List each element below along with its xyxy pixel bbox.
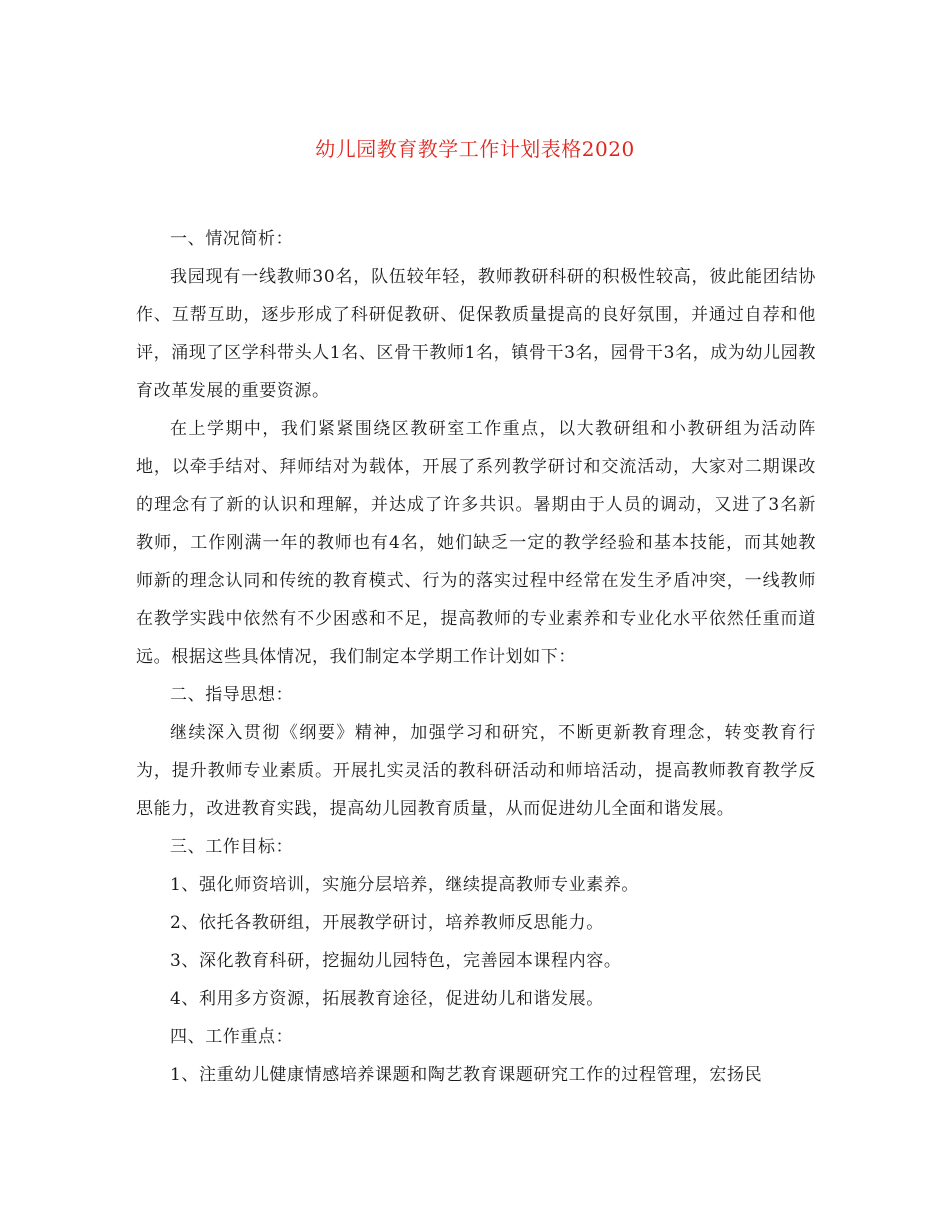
goal-item-3: 3、深化教育科研，挖掘幼儿园特色，完善园本课程内容。 (170, 951, 622, 971)
section-heading-goals: 三、工作目标： (170, 837, 294, 857)
goal-item-2: 2、依托各教研组，开展教学研讨，培养教师反思能力。 (170, 913, 604, 933)
goal-item-4: 4、利用多方资源，拓展教育途径，促进幼儿和谐发展。 (170, 989, 604, 1009)
section-heading-situation: 一、情况简析： (170, 229, 294, 249)
document-title: 幼儿园教育教学工作计划表格2020 (315, 137, 635, 161)
section-heading-key-points: 四、工作重点： (170, 1027, 294, 1047)
paragraph-situation-2: 在上学期中，我们紧紧围绕区教研室工作重点，以大教研组和小教研组为活动阵地，以牵手结对、拜师结对为载体，开展了系列教学研讨和交流活动，大家对二期课改的理念有了新的认识和理解，并达成了许多共识。暑期由于人员的调动，又进了3名新教师，工作刚满一年的教师也有4名，她们缺乏一定的教学经验和基本技能，而其她教师新的理念认同和传统的教育模式、行为的落实过程中经常在发生矛盾冲突，一线教师在教学实践中依然有不少困惑和不足，提高教师的专业素养和专业化水平依然任重而道远。根据这些具体情况，我们制定本学期工作计划如下： (136, 419, 816, 667)
paragraph-situation-1: 我园现有一线教师30名，队伍较年轻，教师教研科研的积极性较高，彼此能团结协作、互帮互助，逐步形成了科研促教研、促保教质量提高的良好氛围，并通过自荐和他评，涌现了区学科带头人1名、区骨干教师1名，镇骨干3名，园骨干3名，成为幼儿园教育改革发展的重要资源。 (136, 267, 816, 401)
goal-item-1: 1、强化师资培训，实施分层培养，继续提高教师专业素养。 (170, 875, 640, 895)
section-heading-guiding-thought: 二、指导思想： (170, 685, 294, 705)
paragraph-guiding-thought: 继续深入贯彻《纲要》精神，加强学习和研究，不断更新教育理念，转变教育行为，提升教师专业素质。开展扎实灵活的教科研活动和师培活动，提高教师教育教学反思能力，改进教育实践，提高幼儿园教育质量，从而促进幼儿全面和谐发展。 (136, 723, 816, 819)
document-body (136, 220, 816, 1094)
key-point-item-1: 1、注重幼儿健康情感培养课题和陶艺教育课题研究工作的过程管理，宏扬民 (170, 1065, 763, 1085)
